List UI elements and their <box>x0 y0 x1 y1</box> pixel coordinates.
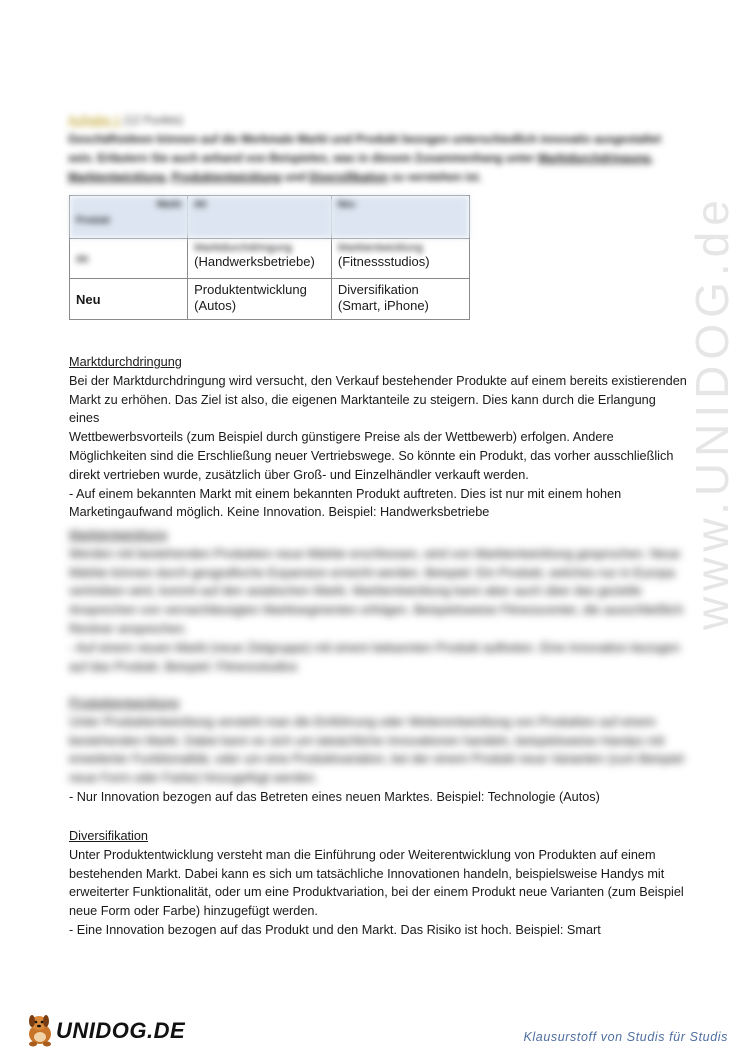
text-line: - Auf einem bekannten Markt mit einem bekannten Produkt auftreten. Dies ist nur mit einem hohen <box>69 486 622 501</box>
heading-diversifikation: Diversifikation <box>69 829 148 843</box>
matrix-col-alt: Alt <box>188 196 332 239</box>
task-title: Aufgabe 1 <box>68 115 121 127</box>
logo-text: UNIDOG.DE <box>56 1018 186 1043</box>
text-line: Marketingaufwand möglich. Keine Innovation. Beispiel: Handwerksbetriebe <box>69 505 490 520</box>
task-header <box>68 112 680 188</box>
text-line: erweiterter Funktionalität, oder um eine Produktvariation, bei der einem Produkt neue Varianten (zum Beispiel <box>69 752 684 767</box>
text-line: - Eine Innovation bezogen auf das Produkt und den Markt. Das Risiko ist hoch. Beispiel: Smart <box>69 922 601 937</box>
heading-marktdurchdringung: Marktdurchdringung <box>69 355 182 369</box>
unidog-logo <box>24 1012 186 1048</box>
produktentwicklung-blurred-block <box>69 694 689 788</box>
section-marktentwicklung <box>69 526 689 676</box>
text-line: Werden mit bestehenden Produkten neue Märkte erschlossen, wird von Marktentwicklung gesprochen. Neue <box>69 546 681 561</box>
task-points: (12 Punkte) <box>123 115 184 127</box>
section-marktdurchdringung <box>69 353 689 522</box>
text-line: - Nur Innovation bezogen auf das Betreten eines neuen Marktes. Beispiel: Technologie (Autos) <box>69 789 600 804</box>
section-produktentwicklung <box>69 694 689 807</box>
text-line: Möglichkeiten sind die Erschließung neuer Vertriebswege. So könnte ein Produkt, das vorher ausschließlich <box>69 448 674 463</box>
dog-mascot-icon <box>24 1012 58 1048</box>
matrix-cell-marktentwicklung: Marktentwicklung (Fitnessstudios) <box>331 239 469 279</box>
matrix-cell-diversifikation: Diversifikation (Smart, iPhone) <box>331 279 469 320</box>
matrix-header-row <box>70 196 470 239</box>
text-line: erweiterter Funktionalität, oder um eine Produktvariation, bei der einem Produkt neue Varianten (zum Beispiel <box>69 885 684 900</box>
text-line: bestehenden Markt. Dabei kann es sich um tatsächliche Innovationen handeln, beispielsweise Handys mit <box>69 866 665 881</box>
text-line: vertrieben wird, kommt auf den asiatischen Markt. Marktentwicklung kann aber auch über das gezielte <box>69 584 642 599</box>
text-line: auf das Produkt. Beispiel: Fitnessstudios <box>69 659 298 674</box>
task-text: Geschäftsideen können auf die Merkmale Markt und Produkt bezogen unterschiedlich innovativ ausgestaltet sein. Erläutern Sie auch anhand von Beispielen, was in diesem Zusammenhang unter Marktdurchdringung, Marktentwicklung, Produktentwicklung und Diversifikation zu verstehen ist. <box>68 134 662 184</box>
text-line: Unter Produktentwicklung versteht man die Einführung oder Weiterentwicklung von Produkten auf einem <box>69 714 656 729</box>
matrix-row-neu <box>70 279 470 320</box>
text-line: Märkte können durch geografische Expansion erreicht werden. Beispiel: Ein Produkt, welches nur in Europa <box>69 565 675 580</box>
section-diversifikation <box>69 827 689 940</box>
matrix-corner-cell: Markt Produkt <box>70 196 188 239</box>
text-line: Markt zu erhöhen. Das Ziel ist also, die eigenen Marktanteile zu steigern. Dies kann durch die Erlangung eines <box>69 392 656 426</box>
text-line: Unter Produktentwicklung versteht man die Einführung oder Weiterentwicklung von Produkten auf einem <box>69 847 656 862</box>
matrix-row-neu-label: Neu <box>70 279 188 320</box>
matrix-row-alt <box>70 239 470 279</box>
text-line: neue Form oder Farbe) hinzugefügt werden. <box>69 904 318 919</box>
matrix-cell-produktentwicklung: Produktentwicklung (Autos) <box>188 279 332 320</box>
matrix-col-neu: Neu <box>331 196 469 239</box>
matrix-cell-marktdurchdringung: Marktdurchdringung (Handwerksbetriebe) <box>188 239 332 279</box>
text-line: Ansprechen von vernachlässigten Marktsegmenten erfolgen. Beispielsweise Fitnesscenter, die ausschließlich <box>69 603 684 618</box>
text-line: Rentner ansprechen. <box>69 621 188 636</box>
watermark: www.UNIDOG.de <box>686 194 738 630</box>
heading-produktentwicklung: Produktentwicklung <box>69 696 180 710</box>
footer-tagline: Klausurstoff von Studis für Studis <box>523 1030 728 1044</box>
matrix-row-alt-label: Alt <box>70 239 188 279</box>
text-line: Wettbewerbsvorteils (zum Beispiel durch günstigere Preise als der Wettbewerb) erfolgen. Andere <box>69 430 614 445</box>
heading-marktentwicklung: Marktentwicklung <box>69 528 168 542</box>
text-line: bestehenden Markt. Dabei kann es sich um tatsächliche Innovationen handeln, beispielsweise Handys mit <box>69 733 665 748</box>
text-line: neue Form oder Farbe) hinzugefügt werden. <box>69 771 318 786</box>
text-line: Bei der Marktdurchdringung wird versucht, den Verkauf bestehender Produkte auf einem bereits existierenden <box>69 373 687 388</box>
text-line: - Auf einem neuen Markt (neue Zielgruppe) mit einem bekannten Produkt auftreten. Eine Innovation bezogen <box>69 640 680 655</box>
text-line: direkt vertrieben wurde, zusätzlich über Groß- und Einzelhändler verkauft werden. <box>69 467 529 482</box>
ansoff-matrix-table <box>69 195 470 320</box>
